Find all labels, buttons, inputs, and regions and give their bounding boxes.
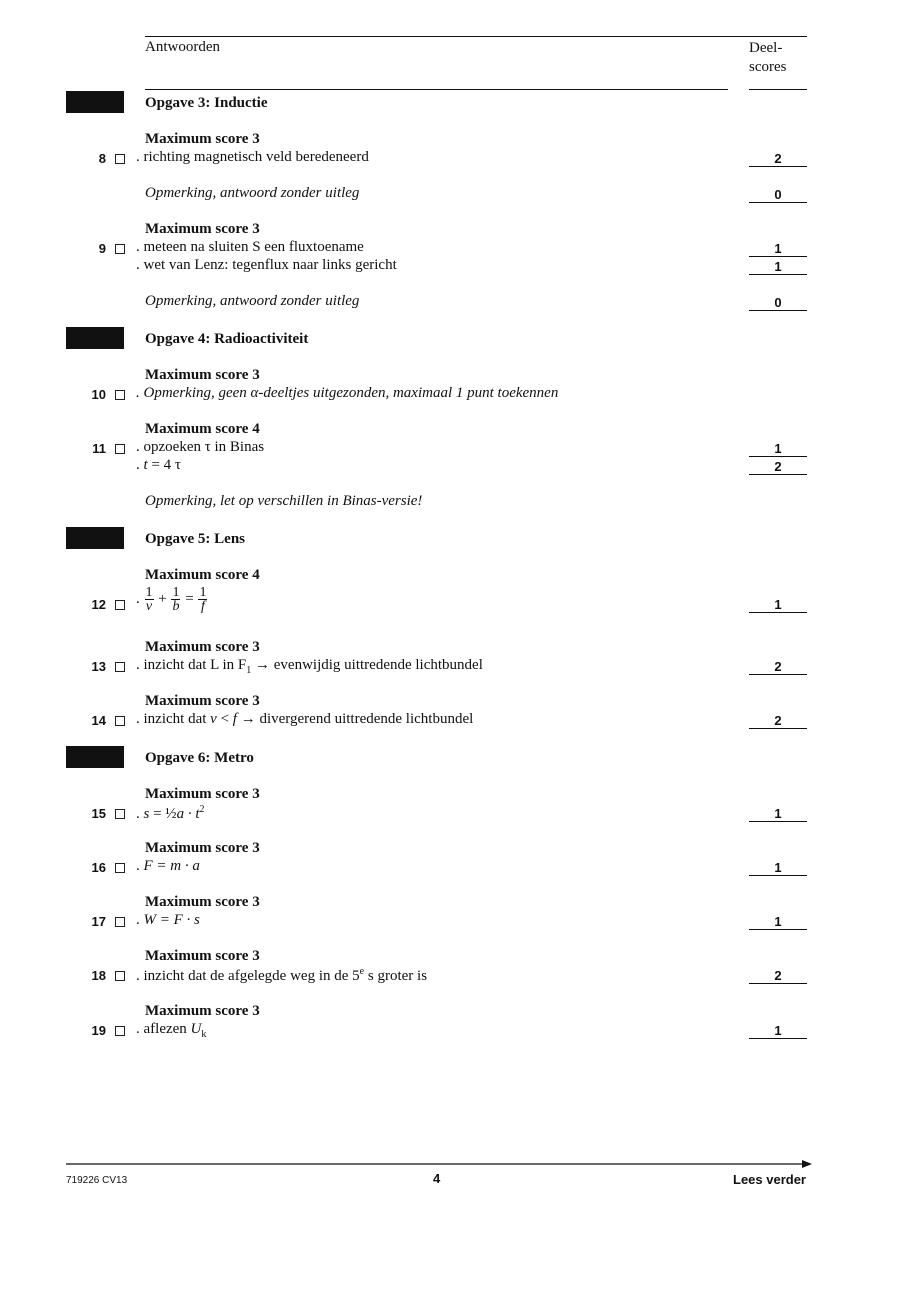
partial-score: 2	[749, 659, 807, 675]
question-number: 16	[91, 860, 106, 875]
math-expression: a · t	[176, 806, 200, 822]
checkbox	[115, 716, 125, 726]
answer-line: . richting magnetisch veld beredeneerd	[136, 149, 369, 165]
partial-score: 2	[749, 151, 807, 167]
header-rule-left	[145, 89, 728, 90]
denominator: v	[145, 599, 153, 614]
fraction	[198, 586, 207, 613]
checkbox	[115, 863, 125, 873]
partial-score: 0	[749, 295, 807, 311]
exam-code: 719226 CV13	[66, 1175, 128, 1186]
answer-text: . inzicht dat L in F	[136, 657, 247, 673]
max-score: Maximum score 3	[145, 786, 260, 802]
page-number: 4	[433, 1171, 441, 1186]
answer-line	[136, 966, 427, 985]
partial-score: 1	[749, 914, 807, 930]
answer-text: . inzicht dat de afgelegde weg in de 5	[136, 968, 360, 984]
math-variable: f	[232, 711, 237, 727]
fraction	[145, 586, 154, 613]
max-score: Maximum score 3	[145, 367, 260, 383]
answer-line	[136, 858, 200, 875]
max-score: Maximum score 3	[145, 1003, 260, 1019]
max-score: Maximum score 3	[145, 639, 260, 655]
checkbox	[115, 971, 125, 981]
partial-score: 2	[749, 459, 807, 475]
partial-score: 1	[749, 806, 807, 822]
header-rule-right	[749, 89, 807, 90]
fraction	[171, 586, 180, 613]
question-number: 10	[91, 387, 106, 402]
bullet: .	[136, 590, 140, 607]
header-answers: Antwoorden	[145, 39, 220, 55]
section-title: Opgave 6: Metro	[145, 750, 254, 766]
superscript: 2	[199, 804, 205, 815]
partial-score: 1	[749, 241, 807, 257]
max-score: Maximum score 4	[145, 567, 260, 583]
answer-line	[136, 912, 200, 929]
question-number: 11	[92, 441, 106, 456]
question-number: 15	[91, 806, 106, 821]
checkbox	[115, 917, 125, 927]
remark: Opmerking, antwoord zonder uitleg	[145, 293, 360, 309]
answer-line	[136, 804, 204, 823]
question-number: 14	[91, 713, 106, 728]
partial-score: 0	[749, 187, 807, 203]
question-number: 8	[98, 151, 106, 166]
partial-score: 1	[749, 1023, 807, 1039]
max-score: Maximum score 3	[145, 693, 260, 709]
math-variable: U	[190, 1021, 202, 1037]
checkbox	[115, 662, 125, 672]
math-variable: v	[210, 711, 217, 727]
math-expression: W = F · s	[143, 912, 200, 928]
answer-line: . opzoeken τ in Binas	[136, 439, 265, 455]
partial-score: 1	[749, 860, 807, 876]
max-score: Maximum score 4	[145, 421, 260, 437]
partial-score: 2	[749, 968, 807, 984]
section-title: Opgave 4: Radioactiviteit	[145, 331, 309, 347]
superscript: e	[359, 966, 365, 977]
bullet: .	[136, 912, 144, 928]
answer-text: = 4 τ	[147, 457, 181, 473]
subscript: k	[201, 1029, 207, 1040]
partial-score: 2	[749, 713, 807, 729]
answer-line	[136, 657, 483, 676]
math-variable: s	[143, 806, 150, 822]
question-number: 18	[91, 968, 106, 983]
section-title: Opgave 3: Inductie	[145, 95, 268, 111]
denominator: f	[200, 599, 205, 614]
numerator: 1	[172, 585, 180, 600]
max-score: Maximum score 3	[145, 221, 260, 237]
answer-line	[136, 1021, 206, 1040]
checkbox	[115, 154, 125, 164]
top-rule	[145, 36, 807, 37]
answer-text: .	[136, 457, 144, 473]
answer-line: . Opmerking, geen α-deeltjes uitgezonden, maximaal 1 punt toekennen	[136, 385, 559, 401]
checkbox	[115, 809, 125, 819]
answer-line: . wet van Lenz: tegenflux naar links gericht	[136, 257, 397, 273]
checkbox	[115, 1026, 125, 1036]
max-score: Maximum score 3	[145, 840, 260, 856]
question-number: 9	[98, 241, 106, 256]
header-partial-scores-2: scores	[749, 59, 787, 75]
answer-text: . aflezen	[136, 1021, 191, 1037]
question-number: 12	[91, 597, 106, 612]
operator: =	[185, 590, 194, 607]
partial-score: 1	[749, 597, 807, 613]
partial-score: 1	[749, 259, 807, 275]
checkbox	[115, 244, 125, 254]
section-marker	[66, 527, 124, 549]
bullet: .	[136, 806, 144, 822]
operator: = ½	[149, 806, 177, 822]
footer-arrow	[66, 1158, 812, 1170]
question-number: 19	[91, 1023, 106, 1038]
partial-score: 1	[749, 441, 807, 457]
section-marker	[66, 327, 124, 349]
checkbox	[115, 390, 125, 400]
subscript: 1	[246, 665, 252, 676]
max-score: Maximum score 3	[145, 948, 260, 964]
numerator: 1	[199, 585, 207, 600]
section-marker	[66, 91, 124, 113]
bullet: .	[136, 858, 144, 874]
question-number: 13	[91, 659, 106, 674]
answer-text: → divergerend uittredende lichtbundel	[236, 711, 474, 727]
math-expression: F = m · a	[143, 858, 200, 874]
max-score: Maximum score 3	[145, 131, 260, 147]
math-variable: t	[143, 457, 148, 473]
answer-line: . meteen na sluiten S een fluxtoename	[136, 239, 364, 255]
lens-formula	[136, 586, 208, 613]
continue-label: Lees verder	[733, 1172, 806, 1187]
operator: +	[158, 590, 167, 607]
remark: Opmerking, let op verschillen in Binas-versie!	[145, 493, 423, 509]
denominator: b	[172, 599, 180, 614]
answer-text: → evenwijdig uittredende lichtbundel	[251, 657, 483, 673]
max-score: Maximum score 3	[145, 894, 260, 910]
header-partial-scores-1: Deel-	[749, 40, 783, 56]
remark: Opmerking, antwoord zonder uitleg	[145, 185, 360, 201]
answer-line	[136, 711, 473, 728]
operator: <	[216, 711, 233, 727]
answer-line	[136, 457, 181, 474]
checkbox	[115, 600, 125, 610]
checkbox	[115, 444, 125, 454]
answer-text: s groter is	[364, 968, 428, 984]
question-number: 17	[91, 914, 106, 929]
section-marker	[66, 746, 124, 768]
numerator: 1	[145, 585, 153, 600]
answer-text: . inzicht dat	[136, 711, 211, 727]
section-title: Opgave 5: Lens	[145, 531, 246, 547]
